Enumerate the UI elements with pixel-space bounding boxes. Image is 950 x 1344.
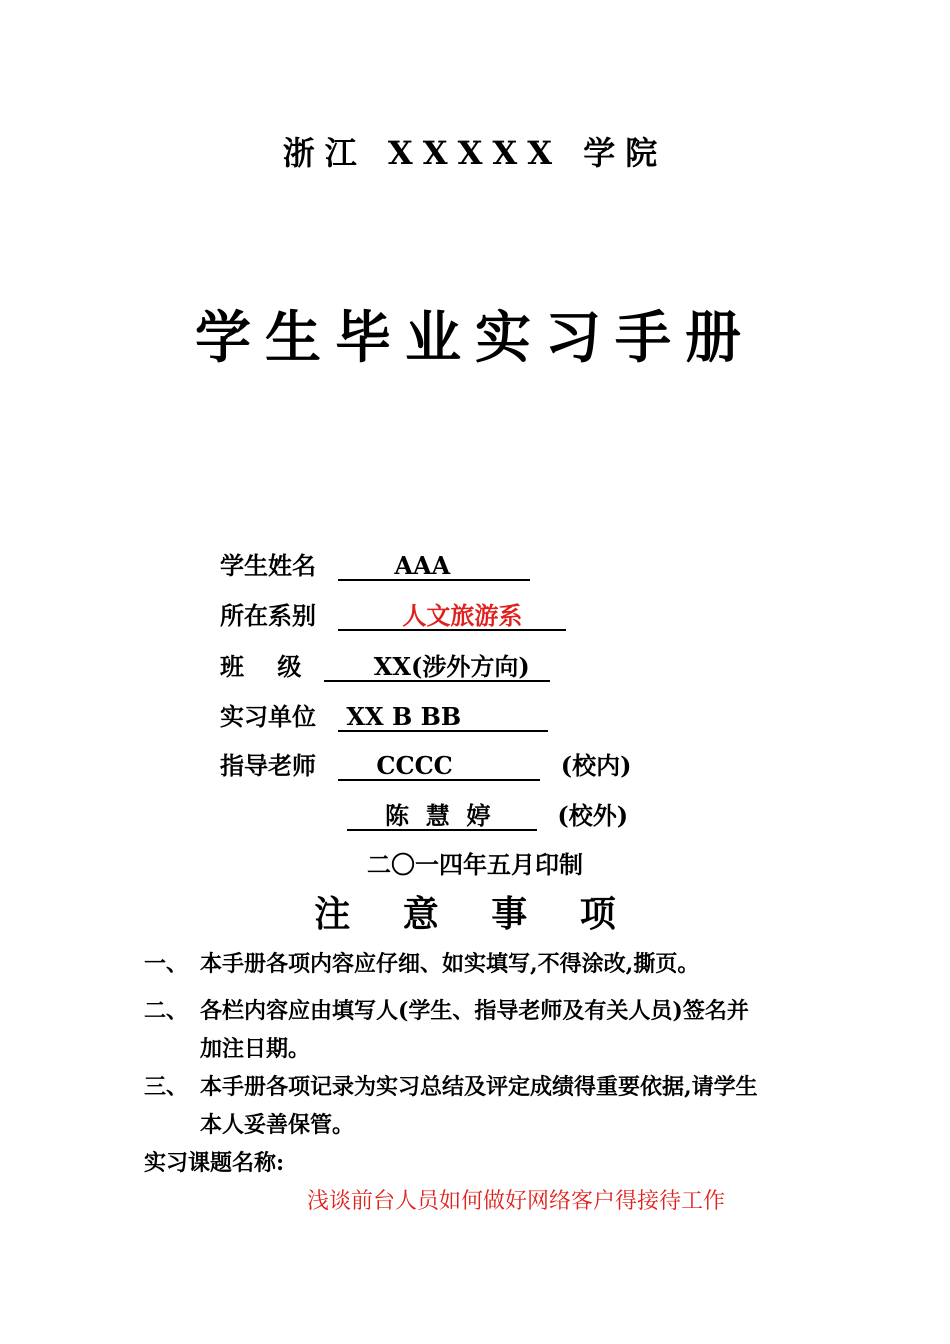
- notice-item-number: 三、: [144, 1074, 189, 1100]
- notice-item-text: 本手册各项内容应仔细、如实填写,不得涂改,撕页。: [200, 951, 700, 977]
- supervisor-label: 指导老师: [220, 751, 316, 780]
- student-name-row: [220, 546, 530, 581]
- class-value: XX(涉外方向): [324, 654, 550, 682]
- class-label: 班 级: [220, 652, 302, 681]
- supervisor-value: CCCC: [338, 753, 540, 781]
- student-name-value: AAA: [338, 553, 530, 581]
- unit-label: 实习单位: [220, 702, 316, 731]
- notice-item-text: 本手册各项记录为实习总结及评定成绩得重要依据,请学生: [200, 1074, 758, 1100]
- unit-row: [220, 697, 548, 732]
- supervisor-row: [220, 746, 631, 781]
- department-label: 所在系别: [220, 601, 316, 630]
- supervisor-external-value: 陈 慧 婷: [347, 803, 537, 831]
- student-name-label: 学生姓名: [220, 551, 316, 580]
- notice-title: 注 意 事 项: [314, 893, 636, 935]
- notice-item: [144, 992, 844, 1072]
- notice-item-number: 一、: [144, 951, 189, 977]
- department-value: 人文旅游系: [338, 603, 566, 631]
- supervisor-external-suffix: (校外): [557, 801, 629, 830]
- unit-value: XX B BB: [338, 704, 548, 732]
- notice-item-text: 本人妥善保管。: [200, 1112, 355, 1138]
- topic-value: 浅谈前台人员如何做好网络客户得接待工作: [307, 1189, 726, 1214]
- print-date: 二〇一四年五月印制: [367, 850, 583, 879]
- class-row: [220, 647, 550, 682]
- handbook-title: 学生毕业实习手册: [195, 305, 755, 371]
- notice-item: [144, 945, 844, 985]
- topic-label: 实习课题名称:: [144, 1150, 285, 1176]
- supervisor-internal-suffix: (校内): [560, 751, 632, 780]
- supervisor-external-row: [347, 796, 628, 831]
- notice-item-number: 二、: [144, 998, 189, 1024]
- notice-item: [144, 1068, 844, 1148]
- notice-item-text: 加注日期。: [200, 1036, 311, 1062]
- department-row: [220, 596, 566, 631]
- college-name: 浙江 XXXXX 学院: [282, 134, 668, 172]
- notice-item-text: 各栏内容应由填写人(学生、指导老师及有关人员)签名并: [200, 998, 749, 1024]
